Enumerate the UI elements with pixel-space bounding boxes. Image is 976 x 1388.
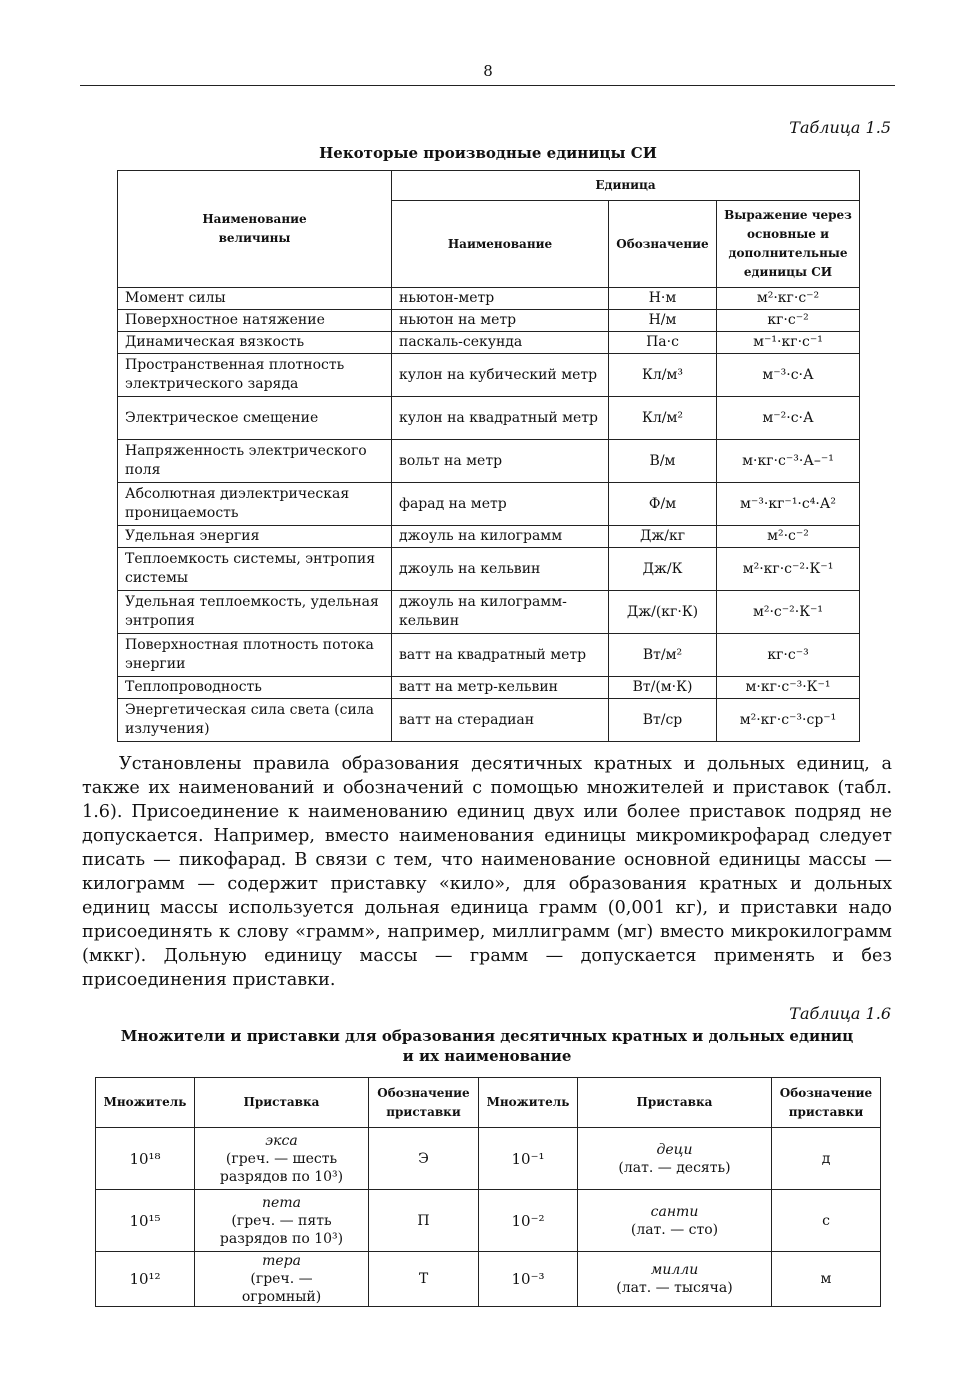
header-unit-expression: Выражение через основные и дополнительные единицы СИ <box>717 201 860 288</box>
unit-name-cell: ньютон-метр <box>392 288 609 310</box>
header-unit-name: Наименование <box>392 201 609 288</box>
quantity-cell: Поверхностное натяжение <box>118 310 392 332</box>
unit-expression-cell: м²·с⁻² <box>717 526 860 548</box>
unit-name-cell: джоуль на килограмм <box>392 526 609 548</box>
table-row <box>118 699 860 742</box>
unit-name-cell: ватт на стерадиан <box>392 699 609 742</box>
table-row <box>118 332 860 354</box>
unit-name-cell: джоуль на кельвин <box>392 548 609 591</box>
table-row <box>118 677 860 699</box>
multiplier-cell: 10¹² <box>96 1252 195 1307</box>
header-rule <box>80 85 895 86</box>
paragraph-text: Установлены правила образования десятичных кратных и дольных единиц, а также их наименований и обозначений с помощью множителей и приставок (табл. 1.6). Присоединение к наименованию единиц двух или более приставок подряд не допускается. Например, вместо наименования единицы микромикрофарад следует писать — пикофарад. В связи с тем, что наименование основной единицы массы — килограмм — содержит приставку «кило», для образования кратных и дольных единиц массы используется дольная единица грамм (0,001 кг), и приставки надо присоединять к слову «грамм», например, миллиграмм (мг) вместо микрокилограмм (мккг). Дольную единицу массы — грамм — допускается применять и без присоединения приставки. <box>82 754 892 990</box>
unit-expression-cell: кг·с⁻² <box>717 310 860 332</box>
unit-expression-cell: м⁻³·с·А <box>717 354 860 397</box>
header-symbol-left: Обозначение приставки <box>369 1078 479 1128</box>
quantity-cell: Теплоемкость системы, энтропия системы <box>118 548 392 591</box>
prefix-symbol-cell: м <box>772 1252 881 1307</box>
table-1-5-title: Некоторые производные единицы СИ <box>319 144 657 162</box>
unit-expression-cell: кг·с⁻³ <box>717 634 860 677</box>
table-row <box>118 526 860 548</box>
multiplier-cell: 10⁻³ <box>479 1252 578 1307</box>
quantity-cell: Энергетическая сила света (сила излучения) <box>118 699 392 742</box>
quantity-cell: Напряженность электрического поля <box>118 440 392 483</box>
table-row <box>118 591 860 634</box>
prefix-origin: (греч. — пять разрядов по 10³) <box>219 1212 344 1247</box>
unit-name-cell: кулон на квадратный метр <box>392 397 609 440</box>
unit-symbol-cell: В/м <box>609 440 717 483</box>
prefix-origin: (греч. — шесть разрядов по 10³) <box>219 1150 344 1185</box>
unit-expression-cell: м²·кг·с⁻³·ср⁻¹ <box>717 699 860 742</box>
prefix-cell <box>195 1252 369 1307</box>
table-row <box>96 1190 881 1252</box>
unit-expression-cell: м·кг·с⁻³·А–⁻¹ <box>717 440 860 483</box>
quantity-cell: Момент силы <box>118 288 392 310</box>
header-unit-symbol: Обозначение <box>609 201 717 288</box>
unit-expression-cell: м²·кг·с⁻²·К⁻¹ <box>717 548 860 591</box>
prefix-origin: (греч. — огромный) <box>241 1271 322 1305</box>
table-row <box>118 310 860 332</box>
quantity-cell: Динамическая вязкость <box>118 332 392 354</box>
table-1-6-caption: Таблица 1.6 <box>789 1004 891 1023</box>
prefix-name: деци <box>656 1141 693 1158</box>
multiplier-cell: 10⁻² <box>479 1190 578 1252</box>
prefix-name: пета <box>262 1194 301 1211</box>
table-row <box>96 1252 881 1307</box>
unit-symbol-cell: Дж/кг <box>609 526 717 548</box>
prefix-name: санти <box>650 1203 699 1220</box>
unit-name-cell: вольт на метр <box>392 440 609 483</box>
prefix-cell <box>578 1252 772 1307</box>
table-row <box>118 397 860 440</box>
unit-name-cell: ньютон на метр <box>392 310 609 332</box>
table-row <box>118 354 860 397</box>
header-prefix-left: Приставка <box>195 1078 369 1128</box>
header-multiplier-right: Множитель <box>479 1078 578 1128</box>
table-row <box>118 634 860 677</box>
header-symbol-right: Обозначение приставки <box>772 1078 881 1128</box>
unit-symbol-cell: Вт/ср <box>609 699 717 742</box>
prefix-cell <box>195 1190 369 1252</box>
prefix-origin: (лат. — тысяча) <box>616 1280 733 1296</box>
multiplier-cell: 10⁻¹ <box>479 1128 578 1190</box>
table-row <box>118 440 860 483</box>
prefix-symbol-cell: Э <box>369 1128 479 1190</box>
unit-symbol-cell: Дж/(кг·К) <box>609 591 717 634</box>
page-number: 8 <box>483 62 493 80</box>
prefix-cell <box>578 1190 772 1252</box>
unit-symbol-cell: Ф/м <box>609 483 717 526</box>
table-row <box>118 483 860 526</box>
unit-expression-cell: м²·кг·с⁻² <box>717 288 860 310</box>
unit-symbol-cell: Дж/К <box>609 548 717 591</box>
unit-symbol-cell: Кл/м² <box>609 397 717 440</box>
unit-symbol-cell: Н/м <box>609 310 717 332</box>
prefix-symbol-cell: Т <box>369 1252 479 1307</box>
unit-name-cell: джоуль на килограмм-кельвин <box>392 591 609 634</box>
unit-expression-cell: м⁻¹·кг·с⁻¹ <box>717 332 860 354</box>
prefix-name: милли <box>650 1262 699 1278</box>
unit-symbol-cell: Вт/м² <box>609 634 717 677</box>
unit-name-cell: паскаль-секунда <box>392 332 609 354</box>
unit-expression-cell: м·кг·с⁻³·К⁻¹ <box>717 677 860 699</box>
table-row <box>118 548 860 591</box>
quantity-cell: Абсолютная диэлектрическая проницаемость <box>118 483 392 526</box>
unit-name-cell: фарад на метр <box>392 483 609 526</box>
unit-expression-cell: м²·с⁻²·К⁻¹ <box>717 591 860 634</box>
header-multiplier-left: Множитель <box>96 1078 195 1128</box>
table-1-6-title <box>82 1026 892 1066</box>
prefix-symbol-cell: П <box>369 1190 479 1252</box>
header-quantity: Наименование величины <box>118 171 392 288</box>
unit-name-cell: кулон на кубический метр <box>392 354 609 397</box>
prefix-symbol-cell: с <box>772 1190 881 1252</box>
unit-symbol-cell: Вт/(м·К) <box>609 677 717 699</box>
table-row <box>118 288 860 310</box>
prefixes-table <box>95 1077 881 1307</box>
quantity-cell: Теплопроводность <box>118 677 392 699</box>
derived-units-table <box>117 170 860 742</box>
unit-name-cell: ватт на квадратный метр <box>392 634 609 677</box>
quantity-cell: Поверхностная плотность потока энергии <box>118 634 392 677</box>
table-1-6-title-line1: Множители и приставки для образования десятичных кратных и дольных единиц <box>120 1027 854 1045</box>
multiplier-cell: 10¹⁸ <box>96 1128 195 1190</box>
table-1-5-caption: Таблица 1.5 <box>789 118 891 137</box>
quantity-cell: Электрическое смещение <box>118 397 392 440</box>
header-prefix-right: Приставка <box>578 1078 772 1128</box>
prefix-name: тера <box>262 1253 301 1269</box>
prefix-symbol-cell: д <box>772 1128 881 1190</box>
unit-symbol-cell: Па·с <box>609 332 717 354</box>
quantity-cell: Пространственная плотность электрического заряда <box>118 354 392 397</box>
prefix-origin: (лат. — десять) <box>618 1159 731 1176</box>
unit-symbol-cell: Кл/м³ <box>609 354 717 397</box>
multiplier-cell: 10¹⁵ <box>96 1190 195 1252</box>
unit-expression-cell: м⁻²·с·А <box>717 397 860 440</box>
unit-name-cell: ватт на метр-кельвин <box>392 677 609 699</box>
table-1-6-title-line2: и их наименование <box>402 1047 572 1065</box>
quantity-cell: Удельная энергия <box>118 526 392 548</box>
unit-symbol-cell: Н·м <box>609 288 717 310</box>
body-paragraph <box>82 752 892 992</box>
header-unit-group: Единица <box>392 171 860 201</box>
prefix-name: экса <box>265 1132 298 1149</box>
quantity-cell: Удельная теплоемкость, удельная энтропия <box>118 591 392 634</box>
table-row <box>96 1128 881 1190</box>
unit-expression-cell: м⁻³·кг⁻¹·с⁴·А² <box>717 483 860 526</box>
prefix-cell <box>195 1128 369 1190</box>
prefix-origin: (лат. — сто) <box>630 1221 719 1238</box>
prefix-cell <box>578 1128 772 1190</box>
